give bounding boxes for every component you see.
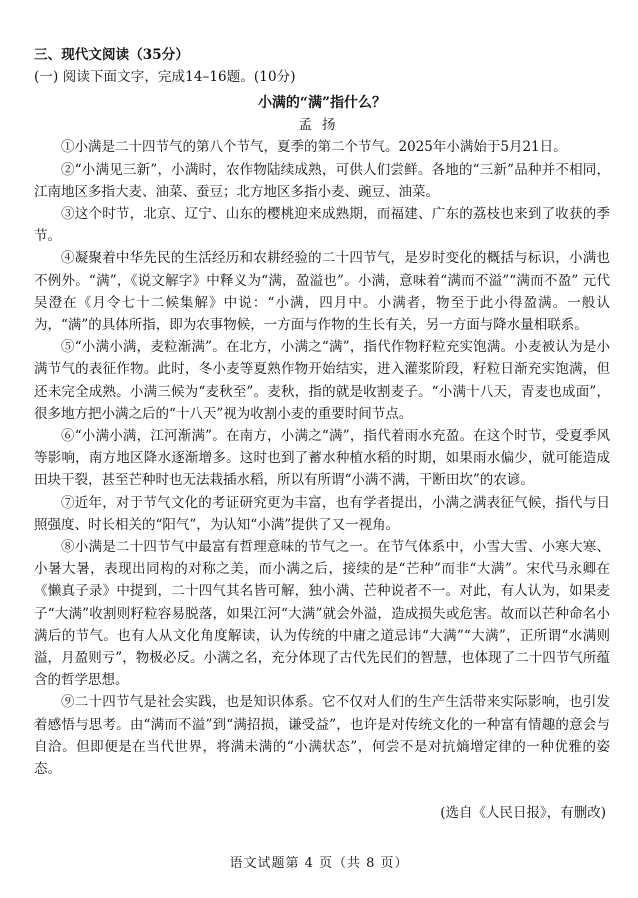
subsection-heading: (一) 阅读下面文字，完成14–16题。(10分) <box>34 69 296 86</box>
paragraph-4: ④凝聚着中华先民的生活经历和农耕经验的二十四节气，是岁时变化的概括与标识，小满也不例外。“满”，《说文解字》中释义为“满，盈溢也”。小满，意味着“满而不溢”“满而不盈” 元代吴澄在《月令七十二候集解》中说：“小满，四月中。小满者，物至于此小得盈满。一般认为，“满”的具体所指，即为农事物候，一方面与作物的生长有关，另一方面与降水量相联系。 <box>34 250 610 334</box>
paragraph-6: ⑥“小满小满，江河渐满”。在南方，小满之“满”，指代着雨水充盈。在这个时节，受夏季风等影响，南方地区降水逐渐增多。这时也到了蓄水种植水稻的时期，如果雨水偏少，就可能造成田块干裂，甚至芒种时也无法栽插水稻，所以有所谓“小满不满，干断田坎”的农谚。 <box>34 428 610 489</box>
paragraph-5: ⑤“小满小满，麦粒渐满”。在北方，小满之“满”，指代作物籽粒充实饱满。小麦被认为是小满节气的表征作物。此时，冬小麦等夏熟作物开始结实，进入灌浆阶段，籽粒日渐充实饱满，但还未完全成熟。小满三候为“麦秋至”。麦秋，指的就是收割麦子。“小满十八天，青麦也成面”，很多地方把小满之后的“十八天”视为收割小麦的重要时间节点。 <box>34 339 610 422</box>
article-body <box>34 136 610 780</box>
section-heading: 三、现代文阅读（35分） <box>34 47 189 63</box>
exam-page <box>34 44 610 824</box>
paragraph-9: ⑨二十四节气是社会实践，也是知识体系。它不仅对人们的生产生活带来实际影响，也引发着感悟与思考。由“满而不溢”到“满招损，谦受益”，也许是对传统文化的一种富有情趣的意会与自洽。但即便是在当代世界，将满未满的“小满状态”，何尝不是对抗熵增定律的一种优雅的姿态。 <box>34 694 610 778</box>
page-footer: 语文试题第 4 页（共 8 页） <box>229 856 409 871</box>
article-title: 小满的“满”指什么？ <box>257 95 387 112</box>
paragraph-7: ⑦近年，对于节气文化的考证研究更为丰富，也有学者提出，小满之满表征气候，指代与日照强度、时长相关的“阳气”，为认知“小满”提供了又一视角。 <box>34 494 610 533</box>
paragraph-3: ③这个时节，北京、辽宁、山东的樱桃迎来成熟期，而福建、广东的荔枝也来到了收获的季节。 <box>34 206 610 245</box>
paragraph-2: ②“小满见三新”，小满时，农作物陆续成熟，可供人们尝鲜。各地的“三新”品种并不相同，江南地区多指大麦、油菜、蚕豆；北方地区多指小麦、豌豆、油菜。 <box>34 161 610 200</box>
article-author: 孟扬 <box>298 117 346 134</box>
paragraph-1: ①小满是二十四节气的第八个节气，夏季的第二个节气。2025年小满始于5月21日。 <box>61 139 567 156</box>
paragraph-8: ⑧小满是二十四节气中最富有哲理意味的节气之一。在节气体系中，小雪大雪、小寒大寒、小暑大暑，表现出同构的对称之美，而小满之后，接续的是“芒种”而非“大满”。宋代马永卿在《懒真子录》中提到，二十四气其名皆可解，独小满、芒种说者不一。对此，有人认为，如果麦子“大满”收割则籽粒容易脱落，如果江河“大满”就会外溢，造成损失或危害。故而以芒种命名小满后的节气。也有人从文化角度解读，认为传统的中庸之道忌讳“大满”“大满”，正所谓“水满则溢，月盈则亏”，物极必反。小满之名，充分体现了古代先民们的智慧，也体现了二十四节气所蕴含的哲学思想。 <box>34 539 610 689</box>
article-source: (选自《人民日报》，有删改) <box>440 805 606 822</box>
